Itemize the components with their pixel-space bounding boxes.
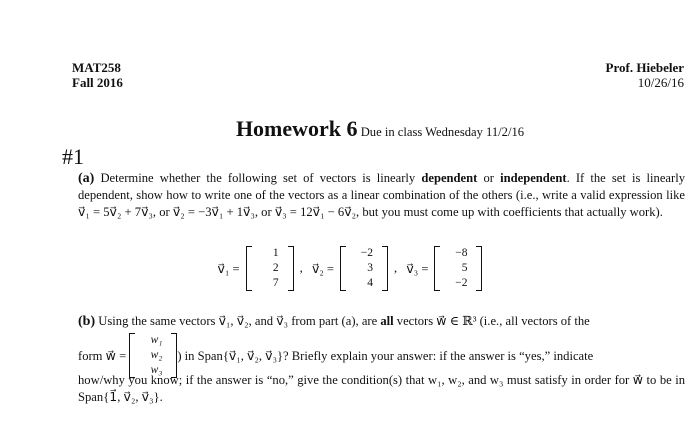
entry: w₃ [150, 364, 163, 376]
text: or [477, 171, 501, 185]
text: Determine whether the following set of vectors is linearly [94, 171, 422, 185]
entry: 5 [461, 262, 468, 274]
bold-independent: independent [500, 171, 567, 185]
term: Fall 2016 [72, 75, 123, 90]
part-a-label: (a) [78, 171, 95, 186]
text: ) in Span{v⃗₁, v⃗₂, v⃗₃}? Briefly explain your answer: if the answer is “yes,” indicate [177, 348, 594, 363]
entry: 3 [367, 262, 374, 274]
course-code: MAT258 [72, 60, 121, 75]
v3-label: v⃗₃ = [406, 261, 429, 276]
due-date: Due in class Wednesday 11/2/16 [360, 125, 525, 139]
entry: 2 [272, 262, 279, 274]
v2-label: v⃗₂ = [311, 261, 335, 276]
part-b-line3: how/why you know; if the answer is “no,” give the condition(s) that w₁, w₂, and w₃ must satisfy in order for w⃗ to be in Span{1⃗, v⃗₂, v⃗₃}. [78, 373, 685, 404]
v2-matrix [340, 246, 388, 291]
text: Using the same vectors v⃗₁, v⃗₂, and v⃗₃ from part (a), are [95, 314, 381, 328]
entry: −8 [455, 247, 468, 259]
vector-definitions: v⃗₁ = 1 2 7 , v⃗₂ = −2 3 4 , v⃗₃ = −8 5 −2 [0, 246, 700, 291]
v1-matrix [246, 246, 294, 291]
v1-label: v⃗₁ = [217, 261, 240, 276]
entry: w₂ [150, 349, 163, 361]
v3-matrix [434, 246, 482, 291]
entry: −2 [455, 277, 468, 289]
text: . If the set is linearly dependent, show how to write one of the vectors as a linear combination of the others (i.e., write a valid expression like v⃗₁ = 5v⃗₂ + 7v⃗₃, or v⃗₂ = −3v⃗₁ + 1v⃗₃, or v⃗₃ = 12v⃗₁ − 6v⃗₂, but you must come up with coefficients that actually work). [78, 171, 685, 219]
entry: 1 [272, 247, 279, 259]
part-b-line1 [78, 313, 685, 330]
entry: −2 [360, 247, 374, 259]
form-label: form w⃗ = [78, 348, 127, 363]
entry: 7 [272, 277, 279, 289]
instructor-info [606, 60, 684, 90]
instructor: Prof. Hiebeler [605, 60, 684, 75]
text: vectors w⃗ ∈ ℝ³ (i.e., all vectors of the [393, 314, 590, 328]
date: 10/26/16 [637, 75, 684, 90]
part-a-text [78, 170, 685, 221]
entry: w₁ [150, 334, 163, 346]
part-b-label: (b) [78, 314, 96, 329]
entry: 4 [367, 277, 374, 289]
page-title [0, 116, 700, 142]
problem-number: #1 [62, 144, 84, 169]
bold-dependent: dependent [421, 171, 478, 185]
bold-all: all [380, 314, 394, 328]
course-info [72, 60, 123, 90]
title-main: Homework 6 [235, 116, 358, 141]
